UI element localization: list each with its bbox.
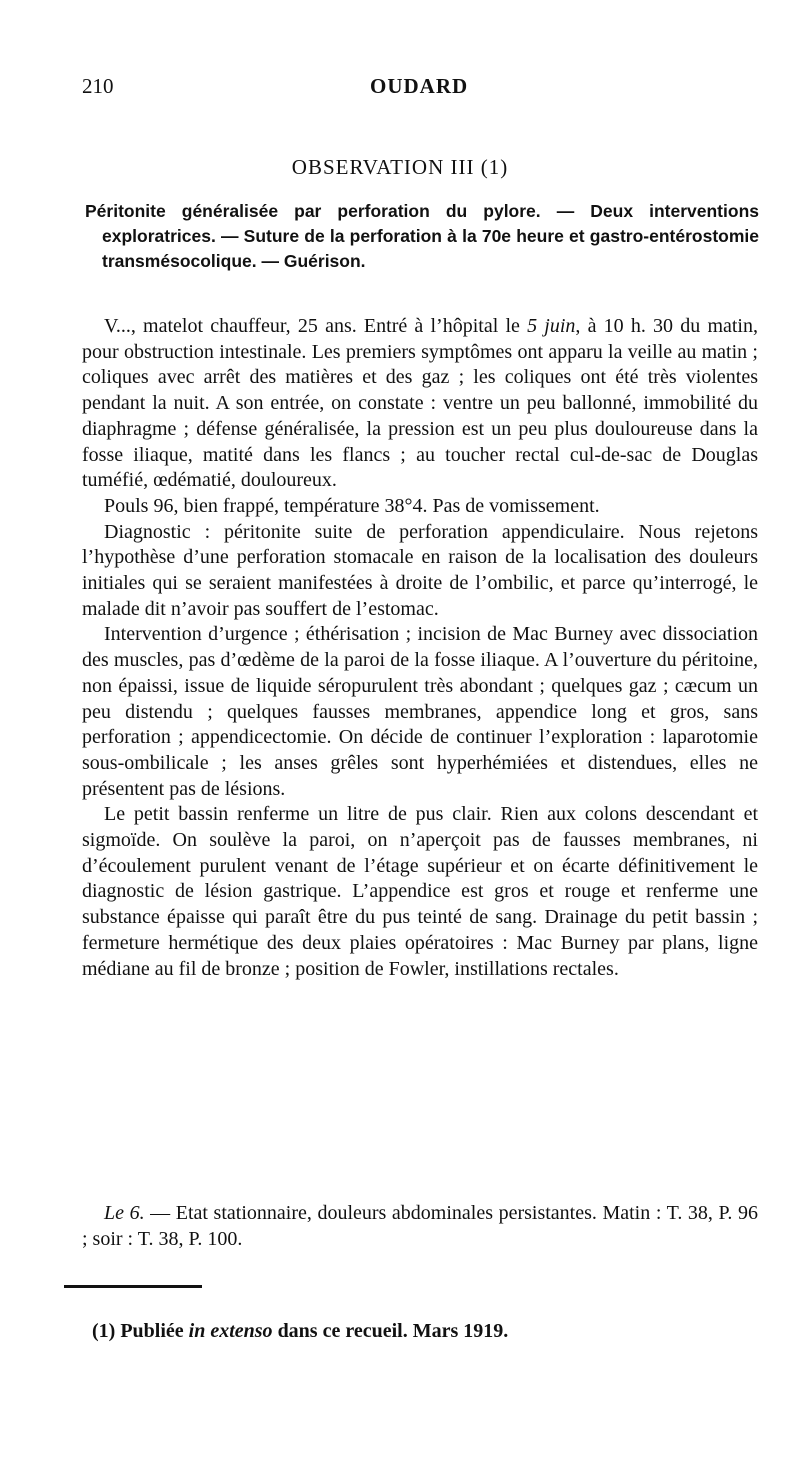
- footnote-italic: in extenso: [188, 1320, 273, 1342]
- footnote-marker: (1) Publiée: [92, 1320, 189, 1342]
- paragraph-diagnosis: Diagnostic : péritonite suite de perforation appendiculaire. Nous rejetons l’hypothèse d’une perforation stomacale en raison de la localisation des douleurs initiales qui se seraient manifestées à droite de l’ombilic, et parce qu’interrogé, le malade dit n’avoir pas souffert de l’estomac.: [82, 520, 758, 620]
- entry-paragraph: [82, 1200, 758, 1252]
- entry-text: — Etat stationnaire, douleurs abdominales persistantes. Matin : T. 38, P. 96 ; soir : T. 38, P. 100.: [82, 1202, 759, 1250]
- footnote-divider: [64, 1285, 202, 1288]
- observation-body: [82, 314, 758, 982]
- observation-title: OBSERVATION III (1): [291, 155, 509, 179]
- footnote-rest: dans ce recueil. Mars 1919.: [272, 1320, 509, 1342]
- admission-rest: , à 10 h. 30 du matin, pour obstruction intestinale. Les premiers symptômes ont apparu la veille au matin ; coliques avec arrêt des matières et des gaz ; les coliques ont été très violentes pendant la nuit. A son entrée, on constate : ventre un peu ballonné, immobilité du diaphragme ; défense généralisée, la pression est un peu plus douloureuse dans la fosse iliaque, matité dans les flancs ; au toucher rectal cul-de-sac de Douglas tuméfié, œdématié, douloureux.: [82, 315, 758, 492]
- footnote: [92, 1320, 508, 1343]
- admission-date: 5 juin: [527, 315, 576, 337]
- dated-entry: [82, 1200, 758, 1252]
- paragraph-findings: Le petit bassin renferme un litre de pus clair. Rien aux colons descendant et sigmoïde. On soulève la paroi, on n’aperçoit pas de fausses membranes, ni d’écoulement purulent venant de l’étage supérieur et on écarte définitivement le diagnostic de lésion gastrique. L’appendice est gros et rouge et renferme une substance épaisse qui paraît être du pus teinté de sang. Drainage du petit bassin ; fermeture hermétique des deux plaies opératoires : Mac Burney par plans, ligne médiane au fil de bronze ; position de Fowler, instillations rectales.: [82, 803, 758, 980]
- admission-intro: V..., matelot chauffeur, 25 ans. Entré à l’hôpital le: [104, 315, 528, 337]
- running-title: OUDARD: [370, 74, 469, 98]
- paragraph-intervention: Intervention d’urgence ; éthérisation ; incision de Mac Burney avec dissociation des muscles, pas d’œdème de la paroi de la fosse iliaque. A l’ouverture du péritoine, non épaissi, issue de liquide séropurulent très abondant ; quelques gaz ; cæcum un peu distendu ; quelques fausses membranes, appendice long et gros, sans perforation ; appendicectomie. On décide de continuer l’exploration : laparotomie sous-ombilicale ; les anses grêles sont hyperhémiées et distendues, elles ne présentent pas de lésions.: [82, 623, 758, 800]
- page-number: 210: [82, 74, 114, 98]
- observation-summary: Péritonite généralisée par perforation du pylore. — Deux interventions exploratrices. — Suture de la perforation à la 70e heure et gastro-entérostomie transmésocolique. — Guérison.: [85, 201, 759, 271]
- entry-date: Le 6.: [104, 1202, 145, 1224]
- running-head: [82, 74, 722, 104]
- paragraph-admission: [82, 314, 758, 494]
- paragraph-pulse: Pouls 96, bien frappé, température 38°4. Pas de vomissement.: [104, 494, 600, 517]
